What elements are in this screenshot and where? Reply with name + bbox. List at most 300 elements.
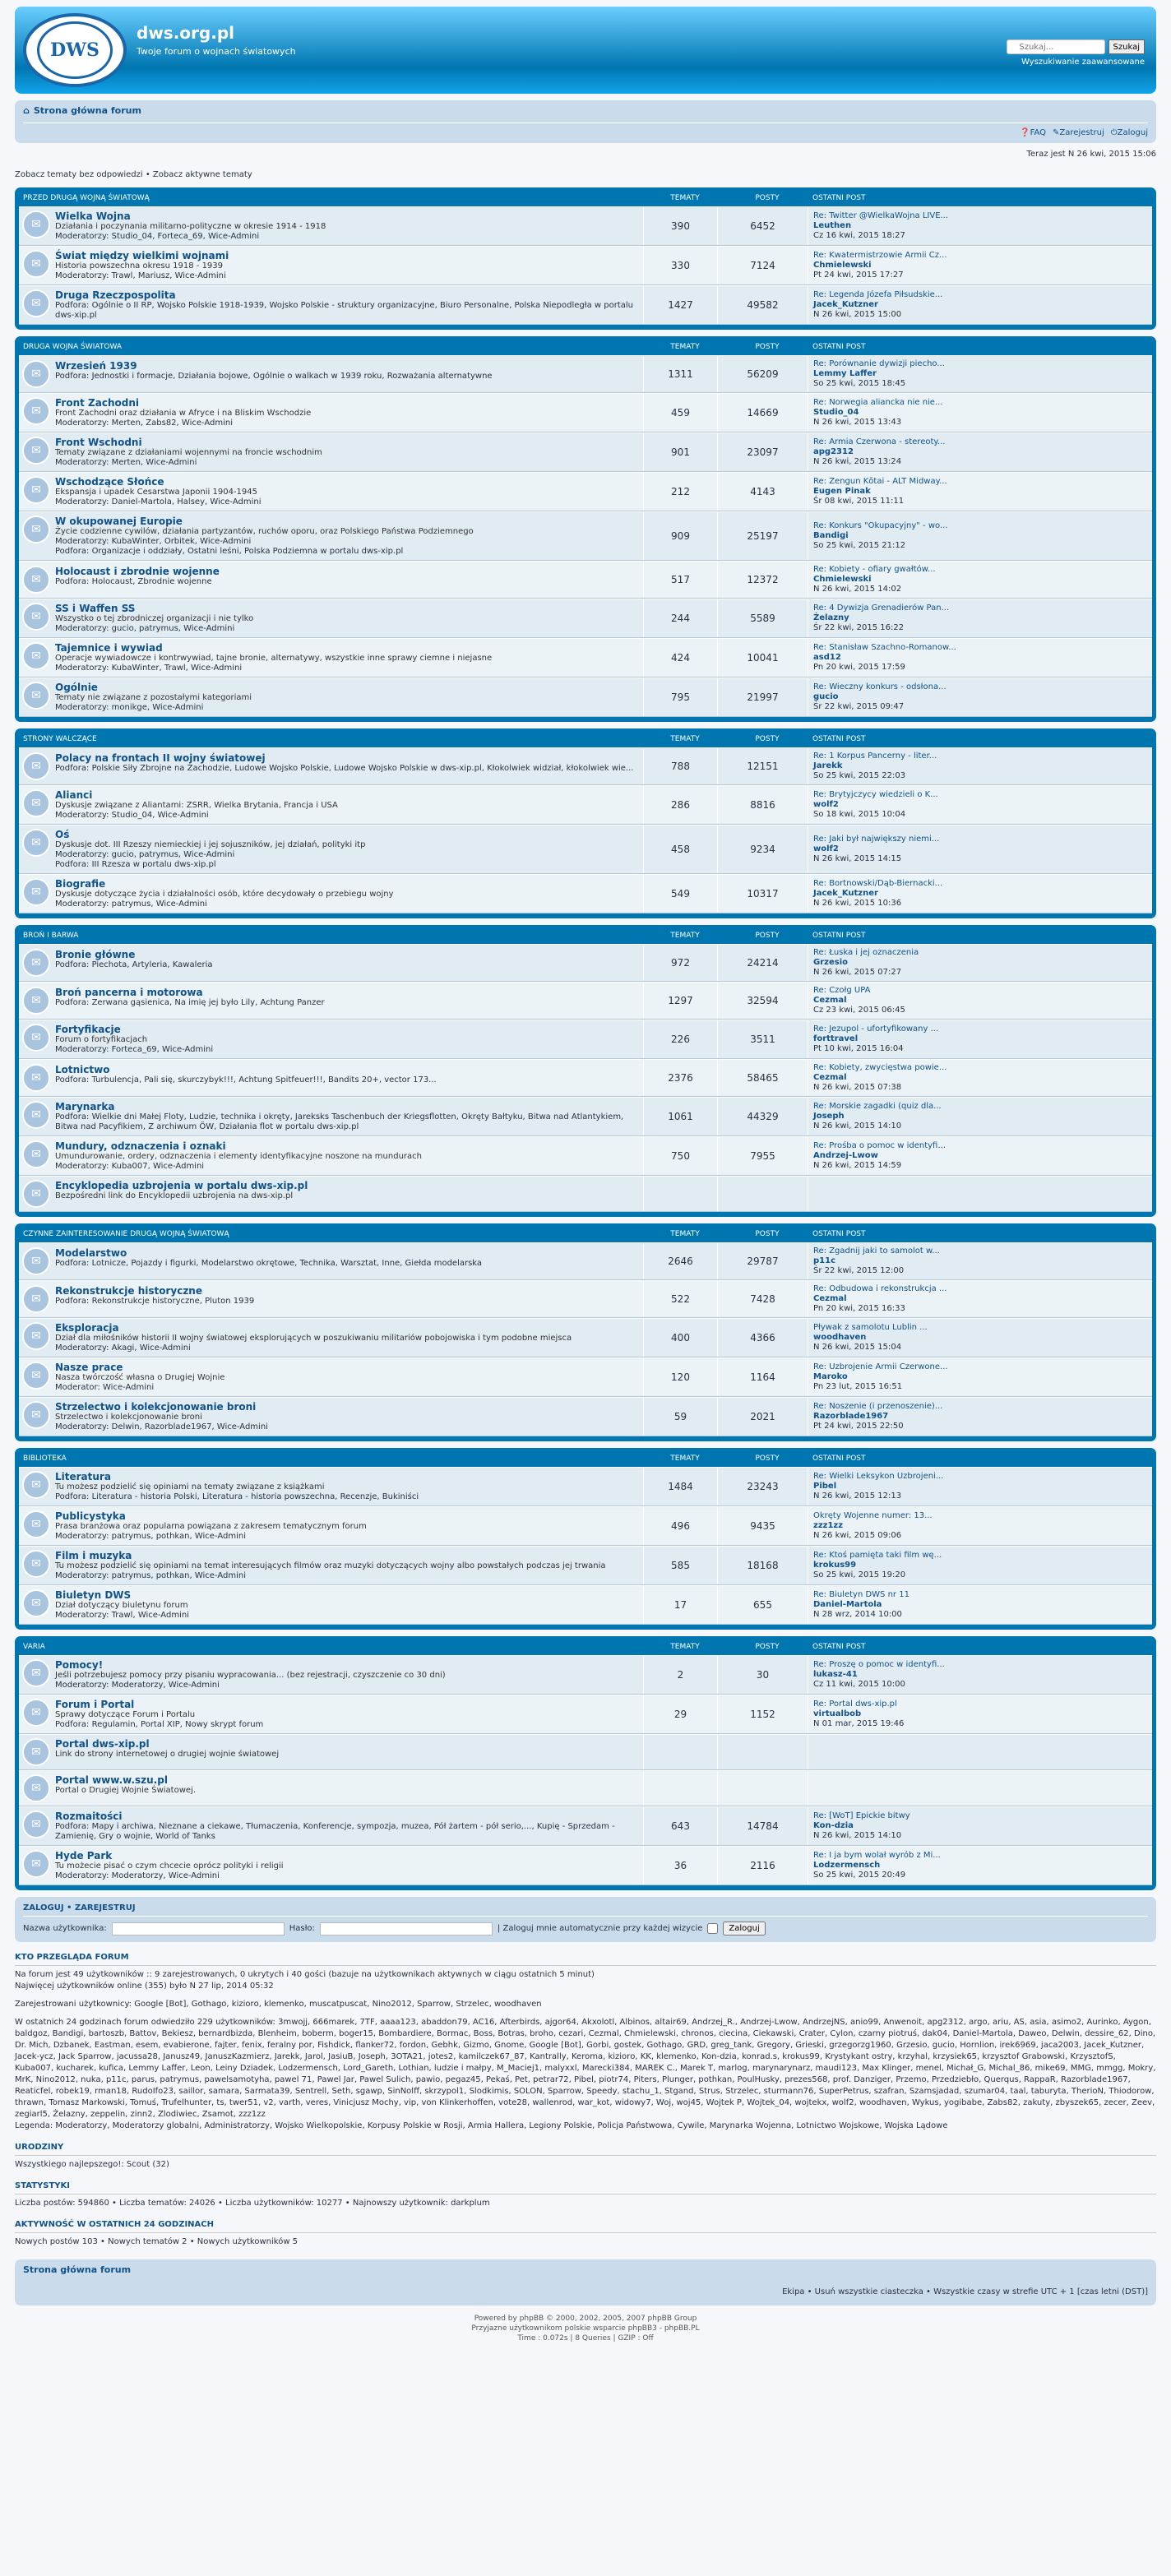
last-post-title[interactable]: Re: Norwegia aliancka nie nie... — [813, 398, 943, 407]
forum-subforums[interactable]: Podfora: Jednostki i formacje, Działania bojowe, Ogólnie o walkach w 1939 roku, Rozważania alternatywne — [55, 372, 493, 381]
last-post-title[interactable]: Re: Bortnowski/Dąb-Biernacki... — [813, 879, 943, 888]
forum-read-icon: ✉ — [22, 1811, 50, 1838]
last-post-title[interactable]: Re: Odbudowa i rekonstrukcja ... — [813, 1284, 947, 1293]
login-title[interactable]: ZALOGUJ • ZAREJESTRUJ — [23, 1903, 1148, 1917]
last-post-title[interactable]: Re: 1 Korpus Pancerny - liter... — [813, 752, 937, 761]
post-count: 32594 — [718, 983, 808, 1019]
register-label: Zarejestruj — [1059, 128, 1104, 137]
forum-title[interactable]: Druga Rzeczpospolita — [55, 289, 176, 301]
forum-title[interactable]: Biografie — [55, 878, 106, 890]
forum-subforums[interactable]: Podfora: Lotnicze, Pojazdy i figurki, Modelarstwo okrętowe, Technika, Warsztat, Inne, Giełda modelarska — [55, 1259, 483, 1268]
topic-count: 643 — [644, 1807, 718, 1845]
last-post-author[interactable]: wolf2 — [813, 800, 839, 809]
topic-count: 458 — [644, 826, 718, 873]
forum-moderators[interactable]: Moderatorzy: Kuba007, Wice-Admini — [55, 1162, 205, 1171]
forum-moderators[interactable]: Moderatorzy: Moderatorzy, Wice-Admini — [55, 1871, 220, 1880]
last-post-author[interactable]: Pibel — [813, 1482, 837, 1491]
last-post — [808, 600, 1152, 636]
forum-description: Dział dla miłośników historii II wojny światowej eksplorujących w poszukiwaniu militariów pobojowiska i tym podobne miejsca — [55, 1334, 572, 1343]
search-input[interactable] — [1007, 39, 1105, 54]
last-post-title[interactable]: Re: Zgadnij jaki to samolot w... — [813, 1246, 940, 1256]
col-last-post: OSTATNI POST — [812, 932, 866, 940]
forum-subforums[interactable]: Podfora: Turbulencja, Pali się, skurczybyk!!!, Achtung Spitfeuer!!!, Bandits 20+, vector 173... — [55, 1075, 437, 1085]
last-post-author[interactable]: gucio — [813, 692, 839, 701]
forum-title[interactable]: Strzelectwo i kolekcjonowanie broni — [55, 1401, 257, 1413]
last-post-date: So 18 kwi, 2015 10:04 — [813, 810, 906, 819]
post-count — [718, 1771, 808, 1806]
forum-moderators[interactable]: Moderatorzy: Delwin, Razorblade1967, Wice-Admini — [55, 1422, 268, 1431]
forum-title[interactable]: Fortyfikacje — [55, 1024, 121, 1035]
forum-title[interactable]: Tajemnice i wywiad — [55, 642, 163, 654]
topic-count: 244 — [644, 599, 718, 637]
topic-count: 2376 — [644, 1060, 718, 1096]
username-field[interactable] — [112, 1922, 285, 1935]
legend: Legenda: Moderatorzy, Moderatorzy globalni, Administratorzy, Wojsko Wielkopolskie, Korpusy Polskie w Rosji, Armia Hallera, Legiony Polskie, Policja Państwowa, Cywile, Marynarka Wojenna, Lotnictwo Wojskowe, Wojska Lądowe — [15, 2121, 948, 2130]
category-header — [19, 1450, 1152, 1467]
topic-count: 17 — [644, 1586, 718, 1624]
forum-subforums[interactable]: Podfora: Rekonstrukcje historyczne, Pluton 1939 — [55, 1297, 255, 1306]
topic-links[interactable]: Zobacz tematy bez odpowiedzi • Zobacz aktywne tematy — [15, 170, 252, 179]
post-count: 7428 — [718, 1281, 808, 1317]
forum-row — [19, 393, 1152, 432]
forum-title[interactable]: Wrzesień 1939 — [55, 360, 137, 372]
last-post-author[interactable]: Kon-dzia — [813, 1821, 854, 1830]
search-button[interactable]: Szukaj — [1109, 39, 1145, 54]
forum-subforums[interactable]: Podfora: Organizacje i oddziały, Ostatni leśni, Polska Podziemna w portalu dws-xip.pl — [55, 547, 404, 556]
forum-title[interactable]: Alianci — [55, 789, 93, 801]
last-post-title[interactable]: Re: Biuletyn DWS nr 11 — [813, 1590, 909, 1599]
footer-home-link[interactable]: Strona główna forum — [23, 2264, 132, 2275]
last-post-date: N 26 kwi, 2015 09:06 — [813, 1531, 902, 1540]
forum-title[interactable]: Nasze prace — [55, 1362, 123, 1373]
forum-moderators[interactable]: Moderatorzy: gucio, patrymus, Wice-Admini — [55, 850, 235, 859]
last-post-date: Pn 20 kwi, 2015 17:59 — [813, 663, 905, 672]
last-post — [808, 1749, 1152, 1755]
last-post — [808, 1587, 1152, 1623]
forum-title[interactable]: Marynarka — [55, 1101, 115, 1112]
forum-title[interactable]: Literatura — [55, 1471, 111, 1482]
birthdays-line: Wszystkiego najlepszego!: Scout (32) — [15, 2160, 169, 2169]
last-post-date: N 26 kwi, 2015 14:02 — [813, 585, 902, 594]
col-posts: POSTY — [755, 1230, 780, 1238]
topic-count: 36 — [644, 1847, 718, 1885]
forum-row — [19, 747, 1152, 785]
last-post-date: Cz 11 kwi, 2015 10:00 — [813, 1680, 905, 1689]
last-post-title[interactable]: Re: Łuska i jej oznaczenia — [813, 948, 919, 957]
forum-subforums[interactable]: Podfora: Piechota, Artyleria, Kawaleria — [55, 960, 213, 969]
forum-title[interactable]: Rekonstrukcje historyczne — [55, 1285, 202, 1297]
topic-count — [644, 1177, 718, 1211]
category-title[interactable]: DRUGA WOJNA ŚWIATOWA — [23, 343, 123, 351]
advanced-search-link[interactable]: Wyszukiwanie zaawansowane — [1021, 58, 1145, 67]
forum-moderators[interactable]: Moderatorzy: Trawl, Wice-Admini — [55, 1611, 189, 1620]
last-post-author[interactable]: Cezmal — [813, 996, 847, 1005]
forum-title[interactable]: Encyklopedia uzbrojenia w portalu dws-xip.pl — [55, 1180, 308, 1191]
forum-row — [19, 638, 1152, 678]
forum-moderators[interactable]: Moderatorzy: Studio_04, Wice-Admini — [55, 811, 209, 820]
post-count: 2116 — [718, 1847, 808, 1885]
login-button[interactable]: Zaloguj — [723, 1922, 765, 1935]
col-posts: POSTY — [755, 1454, 780, 1463]
forum-description: Tu możecie pisać o czym chcecie oprócz polityki i religii — [55, 1861, 284, 1871]
last-post-title[interactable]: Re: Wielki Leksykon Uzbrojeni... — [813, 1472, 944, 1481]
last-post-author[interactable]: woodhaven — [813, 1333, 867, 1342]
forum-moderators[interactable]: Moderatorzy: monikge, Wice-Admini — [55, 703, 204, 712]
forum-moderators[interactable]: Moderatorzy: Merten, Wice-Admini — [55, 458, 197, 467]
forum-read-icon: ✉ — [22, 949, 50, 977]
forum-category — [15, 728, 1156, 918]
last-post — [808, 1508, 1152, 1544]
last-post-author[interactable]: Żelazny — [813, 613, 849, 622]
col-topics: TEMATY — [670, 735, 700, 743]
last-post-author[interactable]: Chmielewski — [813, 261, 872, 270]
category-title[interactable]: CZYNNE ZAINTERESOWANIE DRUGĄ WOJNĄ ŚWIATOWĄ — [23, 1230, 229, 1238]
forum-subforums[interactable]: Podfora: Literatura - historia Polski, Literatura - historia powszechna, Recenzje, Bukiniści — [55, 1492, 419, 1501]
support-line: Przyjazne użytkownikom polskie wsparcie phpBB3 - phpBB.PL — [471, 2324, 700, 2333]
last-post-date: Cz 16 kwi, 2015 18:27 — [813, 231, 905, 240]
forum-moderators[interactable]: Moderatorzy: Forteca_69, Wice-Admini — [55, 1045, 214, 1054]
logo-text: DWS — [37, 21, 113, 79]
last-post-title[interactable]: Re: Kobiety, zwycięstwa powie... — [813, 1063, 947, 1072]
last-post-author[interactable]: Cezmal — [813, 1073, 847, 1082]
last-post — [808, 1848, 1152, 1884]
forum-moderators[interactable]: Moderatorzy: Akagi, Wice-Admini — [55, 1343, 191, 1353]
forum-row — [19, 432, 1152, 472]
category-title[interactable]: BIBLIOTEKA — [23, 1454, 67, 1463]
last-post-author[interactable]: Leuthen — [813, 221, 852, 230]
last-post-title[interactable]: Re: Kobiety - ofiary gwałtów... — [813, 565, 936, 574]
forum-title[interactable]: Oś — [55, 829, 70, 840]
last-post-title[interactable]: Okręty Wojenne numer: 13... — [813, 1511, 933, 1520]
last-post-date: So 25 kwi, 2015 20:49 — [813, 1871, 906, 1880]
last-post-author[interactable]: Bandigi — [813, 531, 849, 540]
last-post-title[interactable]: Re: Stanisław Szachno-Romanow... — [813, 643, 956, 652]
last-post-title[interactable]: Re: Portal dws-xip.pl — [813, 1700, 897, 1709]
forum-title[interactable]: Publicystyka — [55, 1510, 126, 1522]
forum-title[interactable]: Forum i Portal — [55, 1699, 135, 1710]
forum-title[interactable]: Portal dws-xip.pl — [55, 1738, 150, 1750]
forum-title[interactable]: Eksploracja — [55, 1322, 119, 1334]
last-post-title[interactable]: Re: Armia Czerwona - stereoty... — [813, 437, 946, 446]
forum-moderators[interactable]: Moderatorzy: patrymus, Wice-Admini — [55, 900, 207, 909]
forum-description: Dyskusje związane z Aliantami: ZSRR, Wielka Brytania, Francja i USA — [55, 801, 338, 810]
col-topics: TEMATY — [670, 343, 700, 351]
last-post-title[interactable]: Re: Proszę o pomoc w identyfi... — [813, 1660, 945, 1669]
col-posts: POSTY — [755, 343, 780, 351]
last-post-author[interactable]: p11c — [813, 1256, 836, 1265]
last-post-title[interactable]: Re: Twitter @WielkaWojna LIVE... — [813, 211, 949, 220]
post-count: 2021 — [718, 1398, 808, 1436]
forum-title[interactable]: W okupowanej Europie — [55, 516, 183, 527]
topic-count: 750 — [644, 1137, 718, 1175]
last-post-author[interactable]: asd12 — [813, 653, 841, 662]
category-title[interactable]: PRZED DRUGĄ WOJNĄ ŚWIATOWĄ — [23, 194, 150, 202]
forum-title[interactable]: Rozmaitości — [55, 1811, 123, 1822]
col-posts: POSTY — [755, 1643, 780, 1651]
last-post — [808, 1399, 1152, 1435]
col-last-post: OSTATNI POST — [812, 735, 866, 743]
forum-title[interactable]: Portal www.w.szu.pl — [55, 1774, 168, 1786]
forum-read-icon: ✉ — [22, 752, 50, 780]
forum-title[interactable]: Modelarstwo — [55, 1247, 127, 1259]
last-post — [808, 787, 1152, 823]
footer-links[interactable]: Ekipa • Usuń wszystkie ciasteczka • Wszystkie czasy w strefie UTC + 1 [czas letni (DST)] — [782, 2287, 1148, 2296]
category-header — [19, 339, 1152, 355]
forum-title[interactable]: Biuletyn DWS — [55, 1589, 132, 1601]
forum-subforums[interactable]: Podfora: Mapy i archiwa, Nieznane a ciekawe, Tłumaczenia, Konferencje, sympozja, muzea, Pół żartem - pół serio,..., Kupię - Sprzedam - Zamienię, Gry o wojnie, World of Tanks — [55, 1822, 615, 1841]
forum-row — [19, 355, 1152, 393]
forum-moderators[interactable]: Moderatorzy: patrymus, pothkan, Wice-Admini — [55, 1532, 246, 1541]
forum-title[interactable]: Bronie główne — [55, 949, 136, 960]
forum-subforums[interactable]: Podfora: Ogólnie o II RP, Wojsko Polskie 1918-1939, Wojsko Polskie - struktury organizacyjne, Biuro Personalne, Polska Niepodległa w portalu dws-xip.pl — [55, 301, 634, 320]
login-link[interactable]: ⏻Zaloguj — [1110, 128, 1148, 137]
forum-subforums[interactable]: Podfora: Regulamin, Portal XIP, Nowy skrypt forum — [55, 1720, 264, 1729]
topic-count: 1061 — [644, 1098, 718, 1135]
last-post-date: Pt 24 kwi, 2015 22:50 — [813, 1422, 904, 1431]
forum-row — [19, 285, 1152, 325]
forum-read-icon: ✉ — [22, 1362, 50, 1390]
forum-row — [19, 1734, 1152, 1770]
forum-description: Umundurowanie, ordery, odznaczenia i elementy identyfikacyjne noszone na mundurach — [55, 1152, 422, 1161]
last-post-title[interactable]: Re: Morskie zagadki (quiz dla... — [813, 1102, 942, 1111]
forum-title[interactable]: Lotnictwo — [55, 1064, 110, 1075]
last-post-title[interactable]: Re: Jezupol - ufortyfikowany ... — [813, 1024, 939, 1034]
last-post-author[interactable]: Jacek_Kutzner — [813, 889, 878, 898]
forum-title[interactable]: Polacy na frontach II wojny światowej — [55, 752, 266, 764]
last-post-date: N 28 wrz, 2014 10:00 — [813, 1610, 902, 1619]
forum-read-icon: ✉ — [22, 1285, 50, 1313]
forum-row — [19, 599, 1152, 638]
forum-title[interactable]: SS i Waffen SS — [55, 603, 136, 614]
forum-moderators[interactable]: Moderatorzy: patrymus, pothkan, Wice-Admini — [55, 1571, 246, 1580]
topic-count: 496 — [644, 1507, 718, 1545]
col-posts: POSTY — [755, 735, 780, 743]
breadcrumb — [23, 105, 1148, 116]
last-post-author[interactable]: apg2312 — [813, 447, 854, 456]
last-post-title[interactable]: Re: Porównanie dywizji piecho... — [813, 359, 945, 368]
home-link[interactable]: Strona główna forum — [33, 105, 141, 116]
forum-title[interactable]: Ogólnie — [55, 682, 98, 693]
faq-link[interactable]: ❓FAQ — [1020, 128, 1047, 137]
col-posts: POSTY — [755, 932, 780, 940]
last-post — [808, 1021, 1152, 1057]
last-post-author[interactable]: Lodzermensch — [813, 1861, 881, 1870]
last-post-date: N 26 kwi, 2015 14:59 — [813, 1161, 902, 1170]
last-post-title[interactable]: Re: Prośba o pomoc w identyfi... — [813, 1141, 946, 1150]
last-post-title[interactable]: Re: Czołg UPA — [813, 986, 871, 995]
last-post-title[interactable]: Re: Noszenie (i przenoszenie)... — [813, 1402, 943, 1411]
forum-title[interactable]: Wielka Wojna — [55, 210, 131, 222]
home-icon: ⌂ — [23, 105, 30, 116]
forum-row — [19, 825, 1152, 874]
site-logo[interactable] — [23, 13, 127, 87]
forum-title[interactable]: Hyde Park — [55, 1850, 113, 1861]
forum-description: Jeśli potrzebujesz pomocy przy pisaniu wypracowania... (bez rejestracji, czyszczenie co 30 dni) — [55, 1671, 446, 1680]
forum-moderators[interactable]: Moderatorzy: gucio, patrymus, Wice-Admini — [55, 624, 235, 633]
forum-read-icon: ✉ — [22, 642, 50, 670]
search-box — [1007, 39, 1145, 67]
last-post — [808, 679, 1152, 715]
last-post-date: Pn 23 lut, 2015 16:51 — [813, 1382, 903, 1391]
last-post-title[interactable]: Re: Uzbrojenie Armii Czerwone... — [813, 1362, 948, 1371]
forum-subforums[interactable]: Podfora: Polskie Siły Zbrojne na Zachodzie, Ludowe Wojsko Polskie, Ludowe Wojsko Polskie w dws-xip.pl, Kłokolwiek widział, kłokolwiek wie... — [55, 764, 634, 773]
last-post-author[interactable]: krokus99 — [813, 1561, 857, 1570]
col-topics: TEMATY — [670, 194, 700, 202]
last-post-title[interactable]: Re: Legenda Józefa Piłsudskie... — [813, 290, 943, 299]
forum-read-icon: ✉ — [22, 1101, 50, 1129]
last-post-title[interactable]: Re: 4 Dywizja Grenadierów Pan... — [813, 604, 950, 613]
last-post-title[interactable]: Re: Brytyjczycy wiedzieli o K... — [813, 790, 938, 799]
col-topics: TEMATY — [670, 1454, 700, 1463]
forum-moderators[interactable]: Moderatorzy: KubaWinter, Orbitek, Wice-Admini — [55, 537, 252, 546]
last-post-author[interactable]: Daniel-Martola — [813, 1600, 882, 1609]
forum-read-icon: ✉ — [22, 289, 50, 317]
forum-category — [15, 925, 1156, 1217]
last-post-author[interactable]: Jarekk — [813, 761, 843, 770]
category-title[interactable]: BROŃ I BARWA — [23, 932, 79, 940]
forum-read-icon: ✉ — [22, 1024, 50, 1052]
col-last-post: OSTATNI POST — [812, 1643, 866, 1651]
last-post-author[interactable]: wolf2 — [813, 844, 839, 853]
forum-row — [19, 1695, 1152, 1734]
last-post-date: N 26 kwi, 2015 13:24 — [813, 457, 902, 466]
category-title[interactable]: VARIA — [23, 1643, 45, 1651]
last-post-title[interactable]: Pływak z samolotu Lublin ... — [813, 1323, 928, 1332]
forum-row — [19, 1655, 1152, 1695]
post-count: 9435 — [718, 1507, 808, 1545]
last-post-title[interactable]: Re: Ktoś pamięta taki film wę... — [813, 1551, 942, 1560]
last-post-author[interactable]: Studio_04 — [813, 408, 859, 417]
forum-title[interactable]: Wschodzące Słońce — [55, 476, 164, 488]
last-post-title[interactable]: Re: [WoT] Epickie bitwy — [813, 1811, 910, 1820]
forum-row — [19, 1176, 1152, 1212]
forum-title[interactable]: Mundury, odznaczenia i oznaki — [55, 1140, 226, 1152]
last-post-author[interactable]: Lemmy Laffer — [813, 369, 877, 378]
last-post-date: Śr 22 kwi, 2015 12:00 — [813, 1266, 905, 1275]
forum-read-icon: ✉ — [22, 210, 50, 238]
last-post-date: Pt 10 kwi, 2015 16:04 — [813, 1044, 904, 1053]
forum-title[interactable]: Front Zachodni — [55, 397, 139, 409]
forum-list — [15, 187, 1156, 1890]
who-is-online — [15, 1947, 1156, 2137]
last-post-title[interactable]: Re: Konkurs "Okupacyjny" - wo... — [813, 521, 948, 530]
last-post — [808, 983, 1152, 1019]
last-post-author[interactable]: Jacek_Kutzner — [813, 300, 878, 309]
last-post-author[interactable]: lukasz-41 — [813, 1670, 858, 1679]
last-post-author[interactable]: forttravel — [813, 1034, 859, 1043]
forum-title[interactable]: Pomocy! — [55, 1659, 104, 1671]
forum-category — [15, 1223, 1156, 1441]
category-title[interactable]: STRONY WALCZĄCE — [23, 735, 97, 743]
topic-count: 1311 — [644, 356, 718, 392]
forum-moderators[interactable]: Moderatorzy: Studio_04, Forteca_69, Wice-Admini — [55, 232, 260, 241]
forum-read-icon: ✉ — [22, 1401, 50, 1429]
last-post-author[interactable]: zzz1zz — [813, 1521, 844, 1530]
forum-title[interactable]: Broń pancerna i motorowa — [55, 987, 203, 998]
password-label: Hasło: — [289, 1924, 315, 1933]
topic-count: 972 — [644, 945, 718, 981]
forum-row — [19, 982, 1152, 1020]
last-post-date: N 01 mar, 2015 19:46 — [813, 1719, 905, 1728]
forum-title[interactable]: Świat między wielkimi wojnami — [55, 250, 229, 261]
last-post-title[interactable]: Re: Wieczny konkurs - odsłona... — [813, 682, 947, 691]
site-description: Twoje forum o wojnach światowych — [137, 46, 296, 57]
forum-subforums[interactable]: Podfora: Holocaust, Zbrodnie wojenne — [55, 577, 212, 586]
last-post — [808, 1785, 1152, 1792]
remember-checkbox[interactable] — [707, 1923, 718, 1934]
register-link[interactable]: ✎Zarejestruj — [1053, 128, 1104, 137]
last-post-title[interactable]: Re: Kwatermistrzowie Armii Cz... — [813, 251, 947, 260]
last-post-author[interactable]: Razorblade1967 — [813, 1412, 889, 1421]
statistics-title: STATYSTYKI — [15, 2181, 1156, 2194]
forum-row — [19, 1770, 1152, 1806]
topic-count: 1484 — [644, 1468, 718, 1505]
forum-title[interactable]: Film i muzyka — [55, 1550, 132, 1561]
topic-count: 549 — [644, 875, 718, 913]
category-header — [19, 731, 1152, 747]
last-post — [808, 287, 1152, 323]
post-count: 44329 — [718, 1098, 808, 1135]
last-post-title[interactable]: Re: I ja bym wolał wyrób z Mi... — [813, 1851, 941, 1860]
activity-title: AKTYWNOŚĆ W OSTATNICH 24 GODZINACH — [15, 2219, 1156, 2233]
post-count: 3511 — [718, 1020, 808, 1058]
forum-description: Link do strony internetowej o drugiej wojnie światowej — [55, 1750, 280, 1759]
last-post-author[interactable]: Maroko — [813, 1372, 848, 1381]
category-header — [19, 1639, 1152, 1655]
last-post-author[interactable]: Eugen Pinak — [813, 487, 871, 496]
topic-count: 2 — [644, 1656, 718, 1694]
forum-row — [19, 246, 1152, 285]
last-post-title[interactable]: Re: Zengun Kōtai - ALT Midway... — [813, 477, 947, 486]
forum-moderators[interactable]: Moderatorzy: Daniel-Martola, Halsey, Wice-Admini — [55, 497, 262, 506]
last-post-author[interactable]: Chmielewski — [813, 575, 872, 584]
forum-read-icon: ✉ — [22, 437, 50, 465]
last-post-author[interactable]: Cezmal — [813, 1294, 847, 1303]
forum-title[interactable]: Holocaust i zbrodnie wojenne — [55, 566, 220, 577]
forum-moderators[interactable]: Moderator: Wice-Admini — [55, 1383, 155, 1392]
forum-moderators[interactable]: Moderatorzy: Trawl, Mariusz, Wice-Admini — [55, 271, 226, 280]
password-field[interactable] — [320, 1922, 493, 1935]
forum-moderators[interactable]: Moderatorzy: Moderatorzy, Wice-Admini — [55, 1681, 220, 1690]
forum-subforums[interactable]: Podfora: III Rzesza w portalu dws-xip.pl — [55, 860, 216, 869]
last-post-author[interactable]: virtualbob — [813, 1709, 862, 1718]
topic-count: 522 — [644, 1281, 718, 1317]
forum-moderators[interactable]: Moderatorzy: KubaWinter, Trawl, Wice-Admini — [55, 664, 243, 673]
last-post — [808, 1060, 1152, 1096]
topic-count — [644, 1735, 718, 1769]
forum-description: Sprawy dotyczące Forum i Portalu — [55, 1710, 196, 1719]
topic-count: 330 — [644, 247, 718, 284]
forum-row — [19, 561, 1152, 599]
forum-title[interactable]: Front Wschodni — [55, 437, 142, 448]
forum-subforums[interactable]: Podfora: Zerwana gąsienica, Na imię jej było Lily, Achtung Panzer — [55, 998, 325, 1007]
forum-row — [19, 1097, 1152, 1136]
last-post-title[interactable]: Re: Jaki był największy niemi... — [813, 835, 940, 844]
forum-subforums[interactable]: Podfora: Wielkie dni Małej Floty, Ludzie, technika i okręty, Jareksks Taschenbuch der Kriegsflotten, Okręty Bałtyku, Bitwa nad Atlantykiem, Bitwa nad Pacyfikiem, Z archiwum ÖW, Działania flot w portalu dws-xip.pl — [55, 1112, 624, 1131]
post-count: 14784 — [718, 1807, 808, 1845]
forum-row — [19, 1136, 1152, 1176]
last-post-author[interactable]: Grzesio — [813, 958, 848, 967]
forum-row — [19, 472, 1152, 511]
forum-read-icon: ✉ — [22, 360, 50, 388]
last-post-author[interactable]: Andrzej-Lwow — [813, 1151, 878, 1160]
forum-moderators[interactable]: Moderatorzy: Merten, Zabs82, Wice-Admini — [55, 419, 234, 428]
last-post-author[interactable]: Joseph — [813, 1112, 845, 1121]
last-post-date: Pn 20 kwi, 2015 16:33 — [813, 1304, 905, 1313]
copyright — [15, 2314, 1156, 2343]
last-post — [808, 1243, 1152, 1279]
forum-read-icon: ✉ — [22, 1774, 50, 1802]
